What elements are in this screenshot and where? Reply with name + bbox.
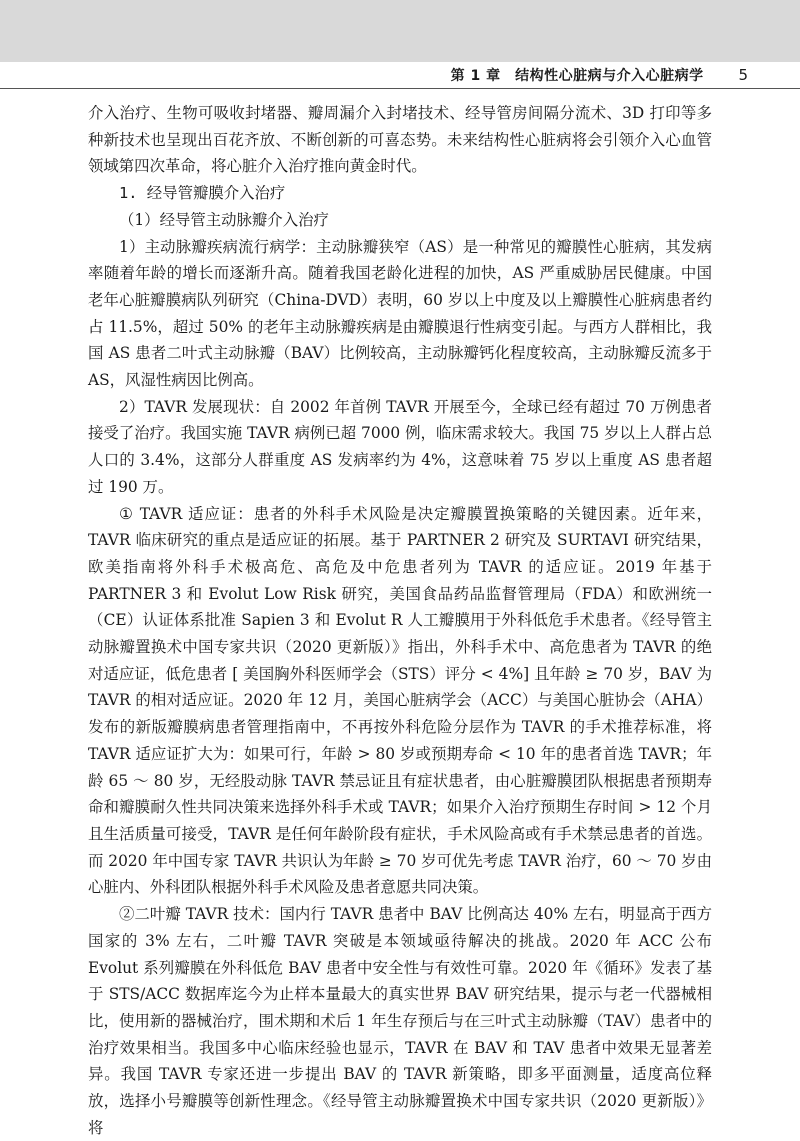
paragraph-tavr-status: 2）TAVR 发展现状：自 2002 年首例 TAVR 开展至今，全球已经有超过 70 万例患者接受了治疗。我国实施 TAVR 病例已超 7000 例，临床需求较大。我国 75 岁以上人群占总人口的 3.4%，这部分人群重度 AS 发病率约为 4%，这意味着 75 岁以上重度 AS 患者超过 190 万。	[88, 397, 712, 496]
paragraph-epidemiology: 1）主动脉瓣疾病流行病学：主动脉瓣狭窄（AS）是一种常见的瓣膜性心脏病，其发病率随着年龄的增长而逐渐升高。随着我国老龄化进程的加快，AS 严重威胁居民健康。中国老年心脏瓣膜病队列研究（China-DVD）表明，60 岁以上中度及以上瓣膜性心脏病患者约占 11.5%，超过 50% 的老年主动脉瓣疾病是由瓣膜退行性病变引起。与西方人群相比，我国 AS 患者二叶式主动脉瓣（BAV）比例较高，主动脉瓣钙化程度较高，主动脉瓣反流多于 AS，风湿性病因比例高。	[88, 237, 712, 390]
running-head	[451, 64, 748, 86]
header-band	[0, 0, 800, 62]
section-heading: 1. 经导管瓣膜介入治疗	[119, 184, 286, 203]
paragraph-tavr-indication: ① TAVR 适应证：患者的外科手术风险是决定瓣膜置换策略的关键因素。近年来，TAVR 临床研究的重点是适应证的拓展。基于 PARTNER 2 研究及 SURTAVI 研究结果，欧美指南将外科手术极高危、高危及中危患者列为 TAVR 的适应证。2019 年基于 PARTNER 3 和 Evolut Low Risk 研究，美国食品药品监督管理局（FDA）和欧洲统一（CE）认证体系批准 Sapien 3 和 Evolut R 人工瓣膜用于外科低危手术患者。《经导管主动脉瓣置换术中国专家共识（2020 更新版）》指出，外科手术中、高危患者为 TAVR 的绝对适应证，低危患者 [ 美国胸外科医师学会（STS）评分 < 4%] 且年龄 ≥ 70 岁，BAV 为 TAVR 的相对适应证。2020 年 12 月，美国心脏病学会（ACC）与美国心脏协会（AHA）发布的新版瓣膜病患者管理指南中，不再按外科危险分层作为 TAVR 的手术推荐标准，将 TAVR 适应证扩大为：如果可行，年龄 > 80 岁或预期寿命 < 10 年的患者首选 TAVR；年龄 65 ～ 80 岁，无经股动脉 TAVR 禁忌证且有症状患者，由心脏瓣膜团队根据患者预期寿命和瓣膜耐久性共同决策来选择外科手术或 TAVR；如果介入治疗预期生存时间 > 12 个月且生活质量可接受，TAVR 是任何年龄阶段有症状，手术风险高或有手术禁忌患者的首选。而 2020 年中国专家 TAVR 共识认为年龄 ≥ 70 岁可优先考虑 TAVR 治疗，60 ～ 70 岁由心脏内、外科团队根据外科手术风险及患者意愿共同决策。	[88, 504, 712, 897]
paragraph-bicuspid-tavr: ②二叶瓣 TAVR 技术：国内行 TAVR 患者中 BAV 比例高达 40% 左右，明显高于西方国家的 3% 左右，二叶瓣 TAVR 突破是本领域亟待解决的挑战。2020 年 ACC 公布 Evolut 系列瓣膜在外科低危 BAV 患者中安全性与有效性可靠。2020 年《循环》发表了基于 STS/ACC 数据库迄今为止样本量最大的真实世界 BAV 研究结果，提示与老一代器械相比，使用新的器械治疗，围术期和术后 1 年生存预后与在三叶式主动脉瓣（TAV）患者中的治疗效果相当。我国多中心临床经验也显示，TAVR 在 BAV 和 TAV 患者中效果无显著差异。我国 TAVR 专家还进一步提出 BAV 的 TAVR 新策略，即多平面测量，适度高位释放，选择小号瓣膜等创新性理念。《经导管主动脉瓣置换术中国专家共识（2020 更新版）》将	[88, 905, 712, 1137]
subsection-heading: （1）经导管主动脉瓣介入治疗	[119, 210, 329, 229]
paragraph-intro: 介入治疗、生物可吸收封堵器、瓣周漏介入封堵技术、经导管房间隔分流术、3D 打印等多种新技术也呈现出百花齐放、不断创新的可喜态势。未来结构性心脏病将会引领介入心血管领域第四次革命，将心脏介入治疗推向黄金时代。	[88, 104, 712, 176]
page-body	[88, 100, 712, 1141]
header-rule	[0, 88, 800, 89]
chapter-title: 第 1 章 结构性心脏病与介入心脏病学	[450, 68, 704, 84]
page-number: 5	[738, 66, 748, 84]
